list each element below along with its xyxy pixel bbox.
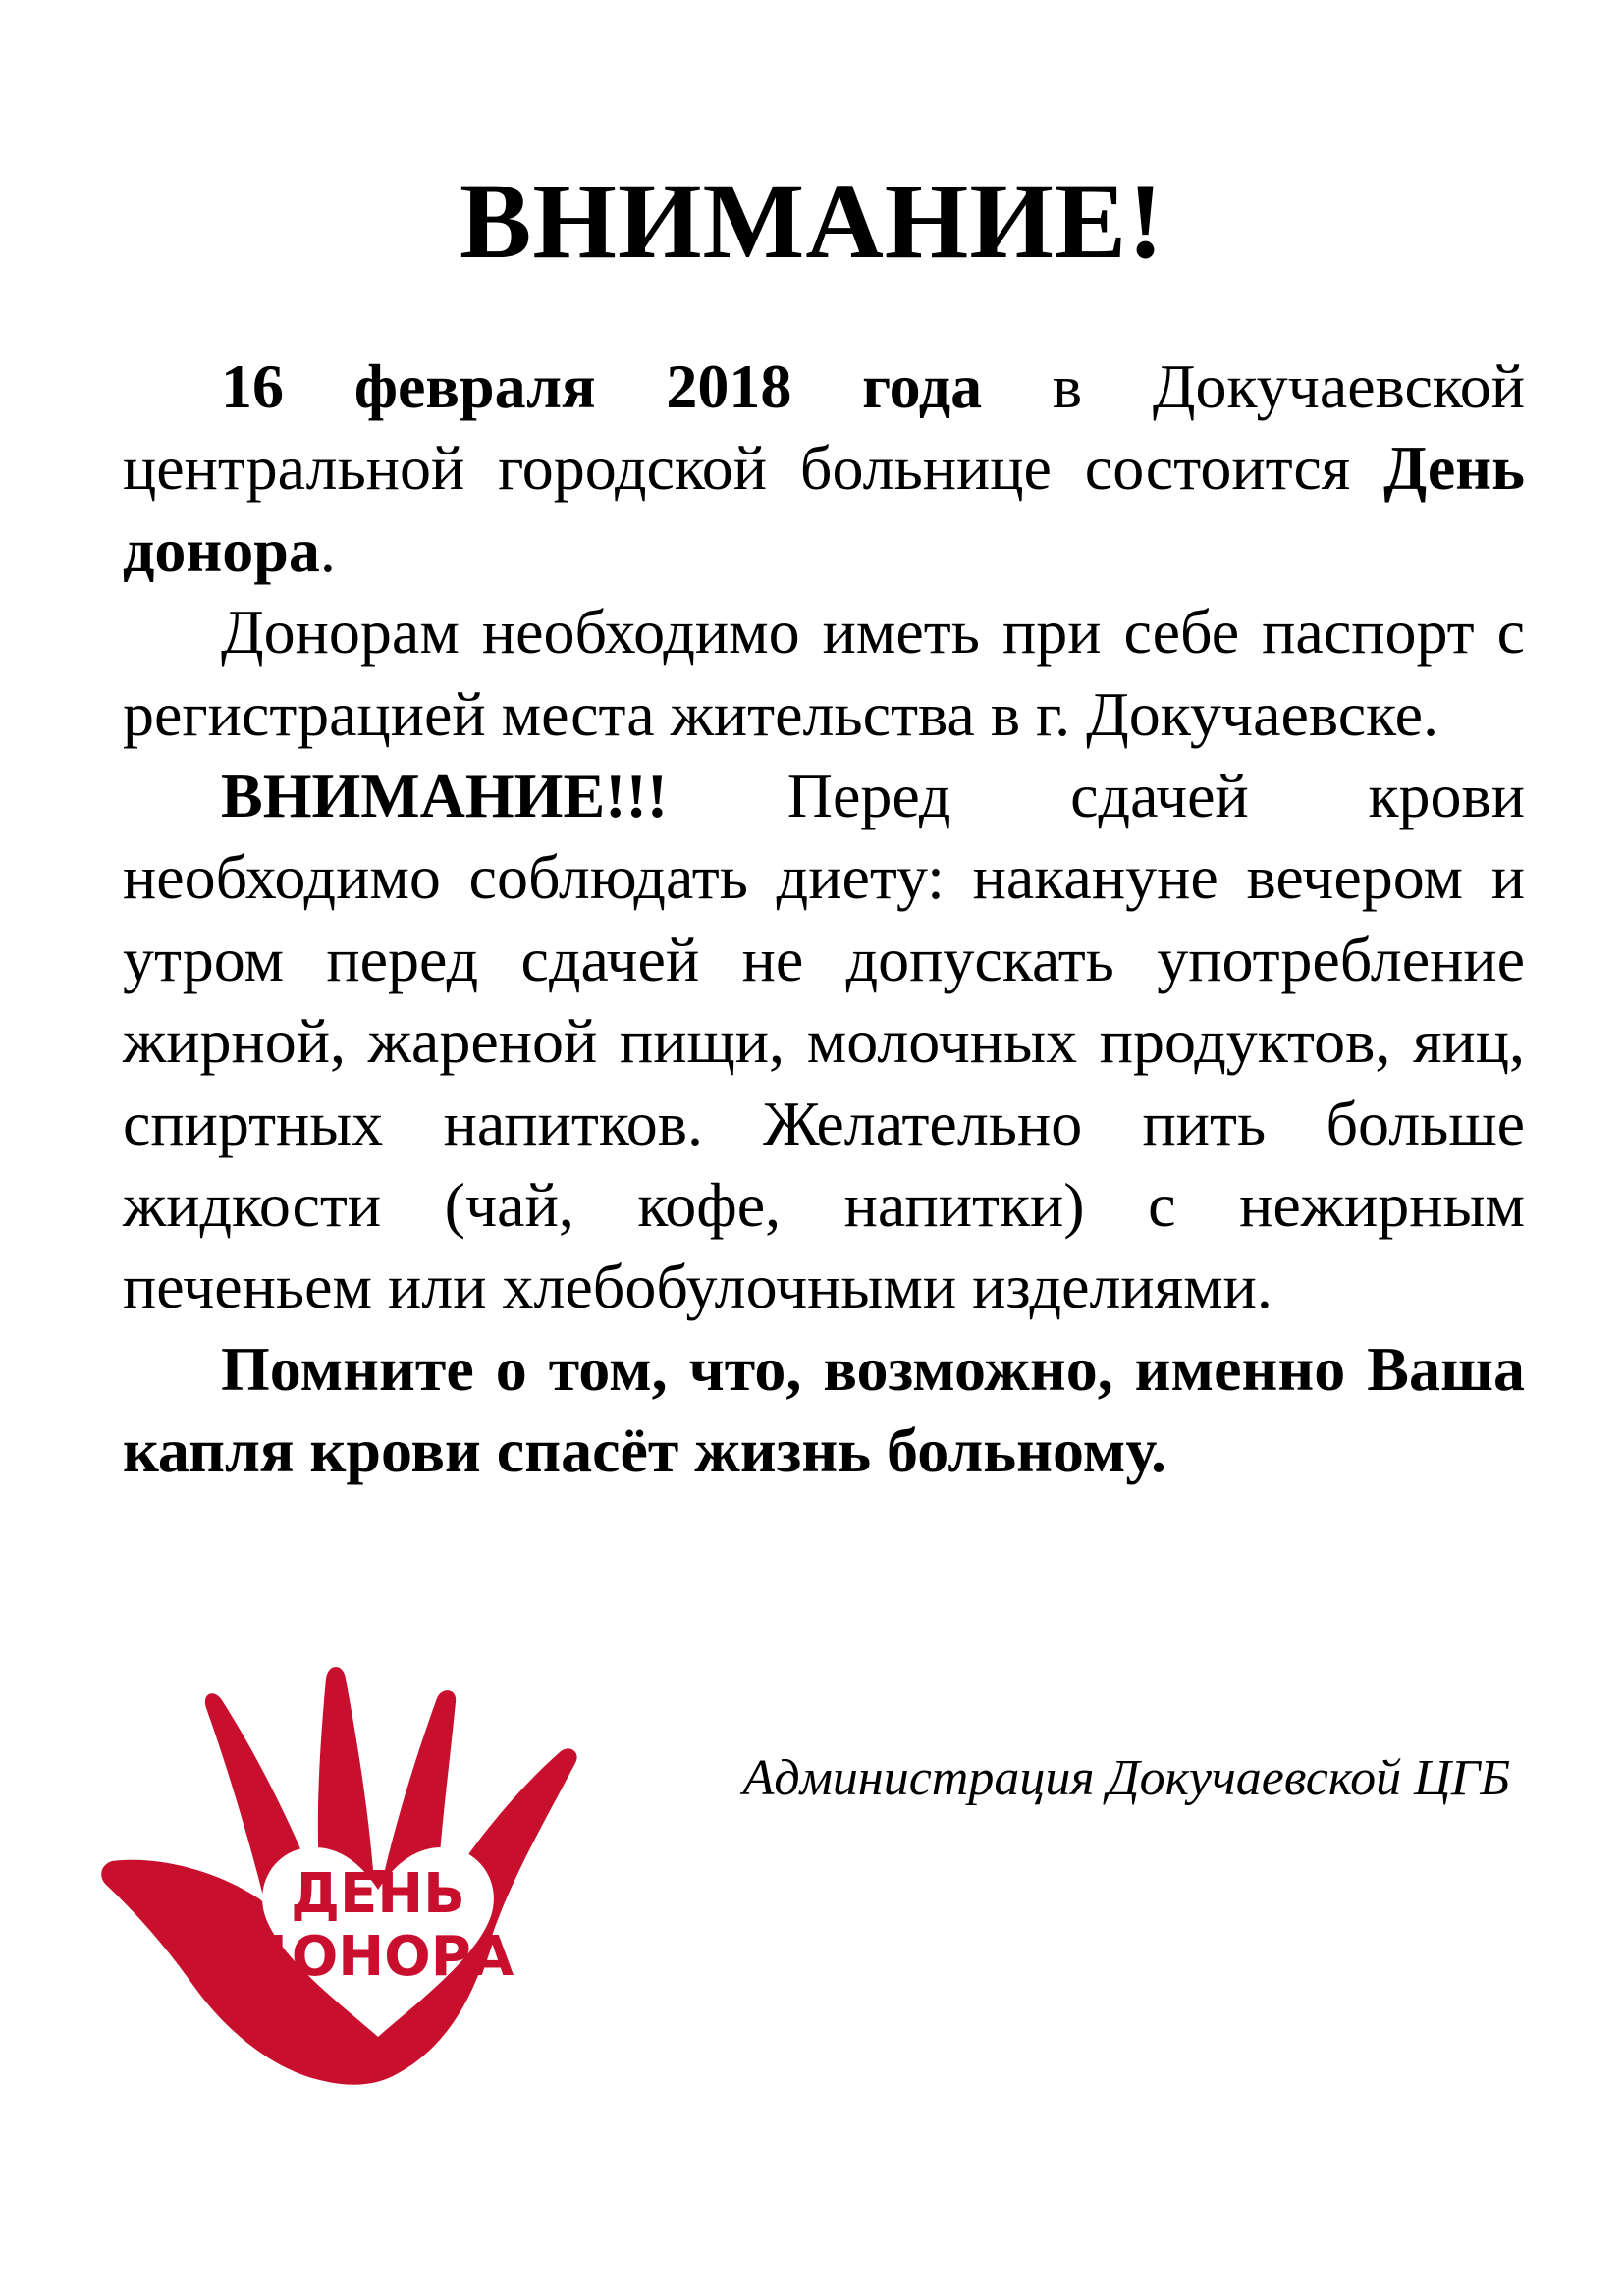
diet-instructions: Перед сдачей крови необходимо соблюдать диету: накануне вечером и утром перед сдачей не допускать употребление жирной, жареной пищи, молочных продуктов, яиц, спиртных напитков. Желательно пить больше жидкости (чай, кофе, напитки) с нежирным печеньем или хлебобулочными изделиями. <box>123 761 1525 1322</box>
paragraph-diet <box>123 755 1525 1328</box>
logo-text-line2: ДОНОРА <box>242 1925 514 1989</box>
paragraph-announcement <box>123 346 1525 591</box>
logo-text-layer <box>98 1659 668 2101</box>
donor-day-logo <box>98 1659 668 2101</box>
event-name: День донора <box>123 433 1525 585</box>
diet-warning: ВНИМАНИЕ!!! <box>221 761 669 831</box>
logo-text-line1: ДЕНЬ <box>291 1862 465 1926</box>
signature: Администрация Докучаевской ЦГБ <box>742 1750 1510 1806</box>
announcement-text: в Докучаевской центральной городской больнице состоится <box>123 351 1526 504</box>
event-date: 16 февраля 2018 года <box>221 351 983 421</box>
notice-body <box>123 346 1525 1492</box>
page-title: ВНИМАНИЕ! <box>460 161 1164 281</box>
paragraph-documents: Донорам необходимо иметь при себе паспорт с регистрацией места жительства в г. Докучаевске. <box>123 597 1525 749</box>
announcement-period: . <box>319 514 336 585</box>
paragraph-appeal: Помните о том, что, возможно, именно Ваша капля крови спасёт жизнь больному. <box>123 1333 1525 1486</box>
